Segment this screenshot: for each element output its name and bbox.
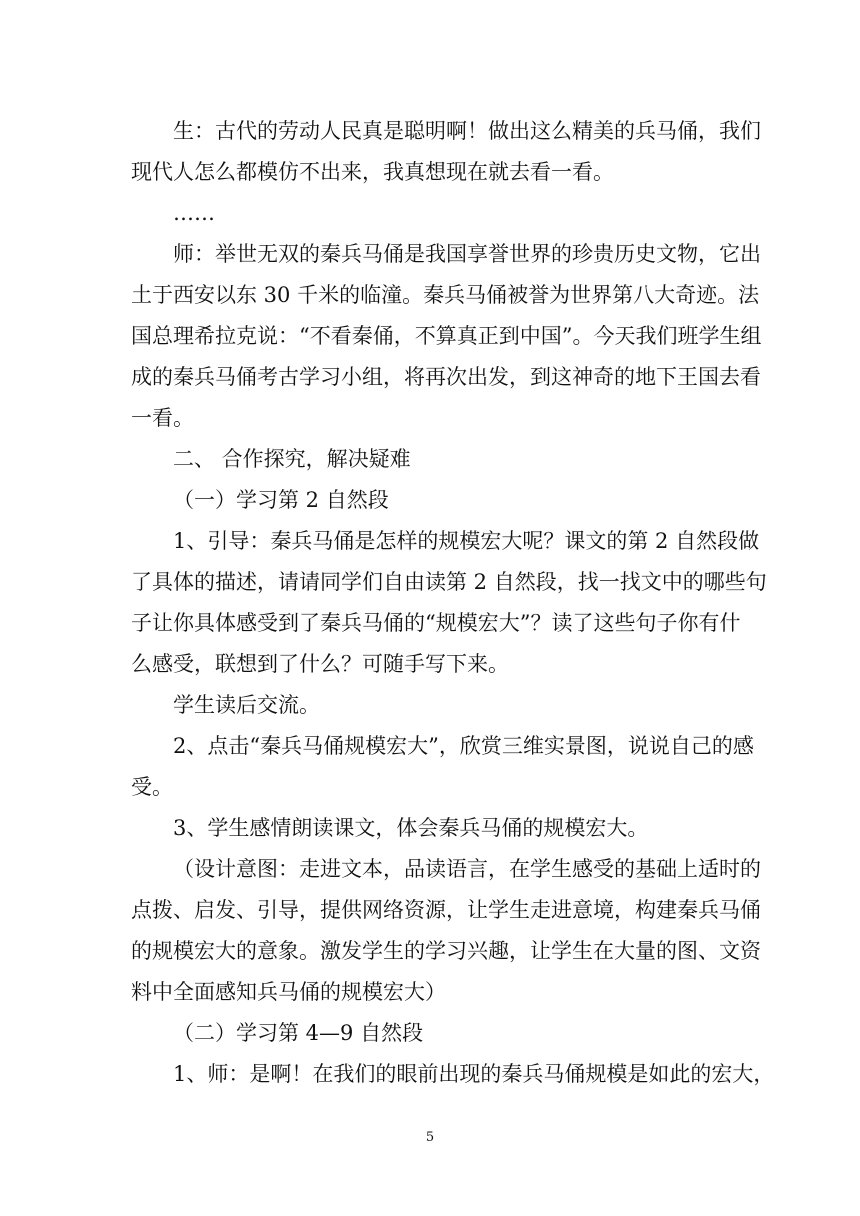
paragraph-line: 学生读后交流。 — [173, 693, 320, 717]
paragraph-line: 师：举世无双的秦兵马俑是我国享誉世界的珍贵历史文物，它出 — [173, 242, 761, 266]
section-heading: 二、 合作探究，解决疑难 — [173, 447, 411, 471]
paragraph-line: 了具体的描述，请请同学们自由读第 2 自然段，找一找文中的哪些句 — [131, 570, 767, 594]
page-number: 5 — [425, 1130, 435, 1145]
paragraph-line: 国总理希拉克说：“不看秦俑，不算真正到中国”。今天我们班学生组 — [131, 324, 762, 348]
subsection-heading: （二）学习第 4—9 自然段 — [173, 1021, 424, 1045]
subsection-heading: （一）学习第 2 自然段 — [173, 488, 389, 512]
paragraph-line: 1、师：是啊！在我们的眼前出现的秦兵马俑规模是如此的宏大， — [173, 1062, 775, 1086]
paragraph-line: 么感受，联想到了什么？可随手写下来。 — [131, 652, 509, 676]
paragraph-line: （设计意图：走进文本，品读语言，在学生感受的基础上适时的 — [173, 857, 761, 881]
paragraph-line: 受。 — [131, 775, 173, 799]
paragraph-line: 土于西安以东 30 千米的临潼。秦兵马俑被誉为世界第八大奇迹。法 — [131, 283, 760, 307]
paragraph-line: 料中全面感知兵马俑的规模宏大） — [131, 980, 446, 1004]
paragraph-line: 现代人怎么都模仿不出来，我真想现在就去看一看。 — [131, 160, 614, 184]
paragraph-line: 1、引导：秦兵马俑是怎样的规模宏大呢？课文的第 2 自然段做 — [173, 529, 760, 553]
paragraph-line: 3、学生感情朗读课文，体会秦兵马俑的规模宏大。 — [173, 816, 649, 840]
paragraph-line: 子让你具体感受到了秦兵马俑的“规模宏大”？读了这些句子你有什 — [131, 611, 741, 635]
paragraph-line: 点拨、启发、引导，提供网络资源，让学生走进意境，构建秦兵马俑 — [131, 898, 761, 922]
paragraph-line: 成的秦兵马俑考古学习小组，将再次出发，到这神奇的地下王国去看 — [131, 365, 761, 389]
paragraph-line: 的规模宏大的意象。激发学生的学习兴趣，让学生在大量的图、文资 — [131, 939, 761, 963]
paragraph-line: 一看。 — [131, 406, 194, 430]
ellipsis-line: …… — [173, 201, 215, 225]
paragraph-line: 生：古代的劳动人民真是聪明啊！做出这么精美的兵马俑，我们 — [173, 119, 761, 143]
paragraph-line: 2、点击“秦兵马俑规模宏大”，欣赏三维实景图，说说自己的感 — [173, 734, 754, 758]
